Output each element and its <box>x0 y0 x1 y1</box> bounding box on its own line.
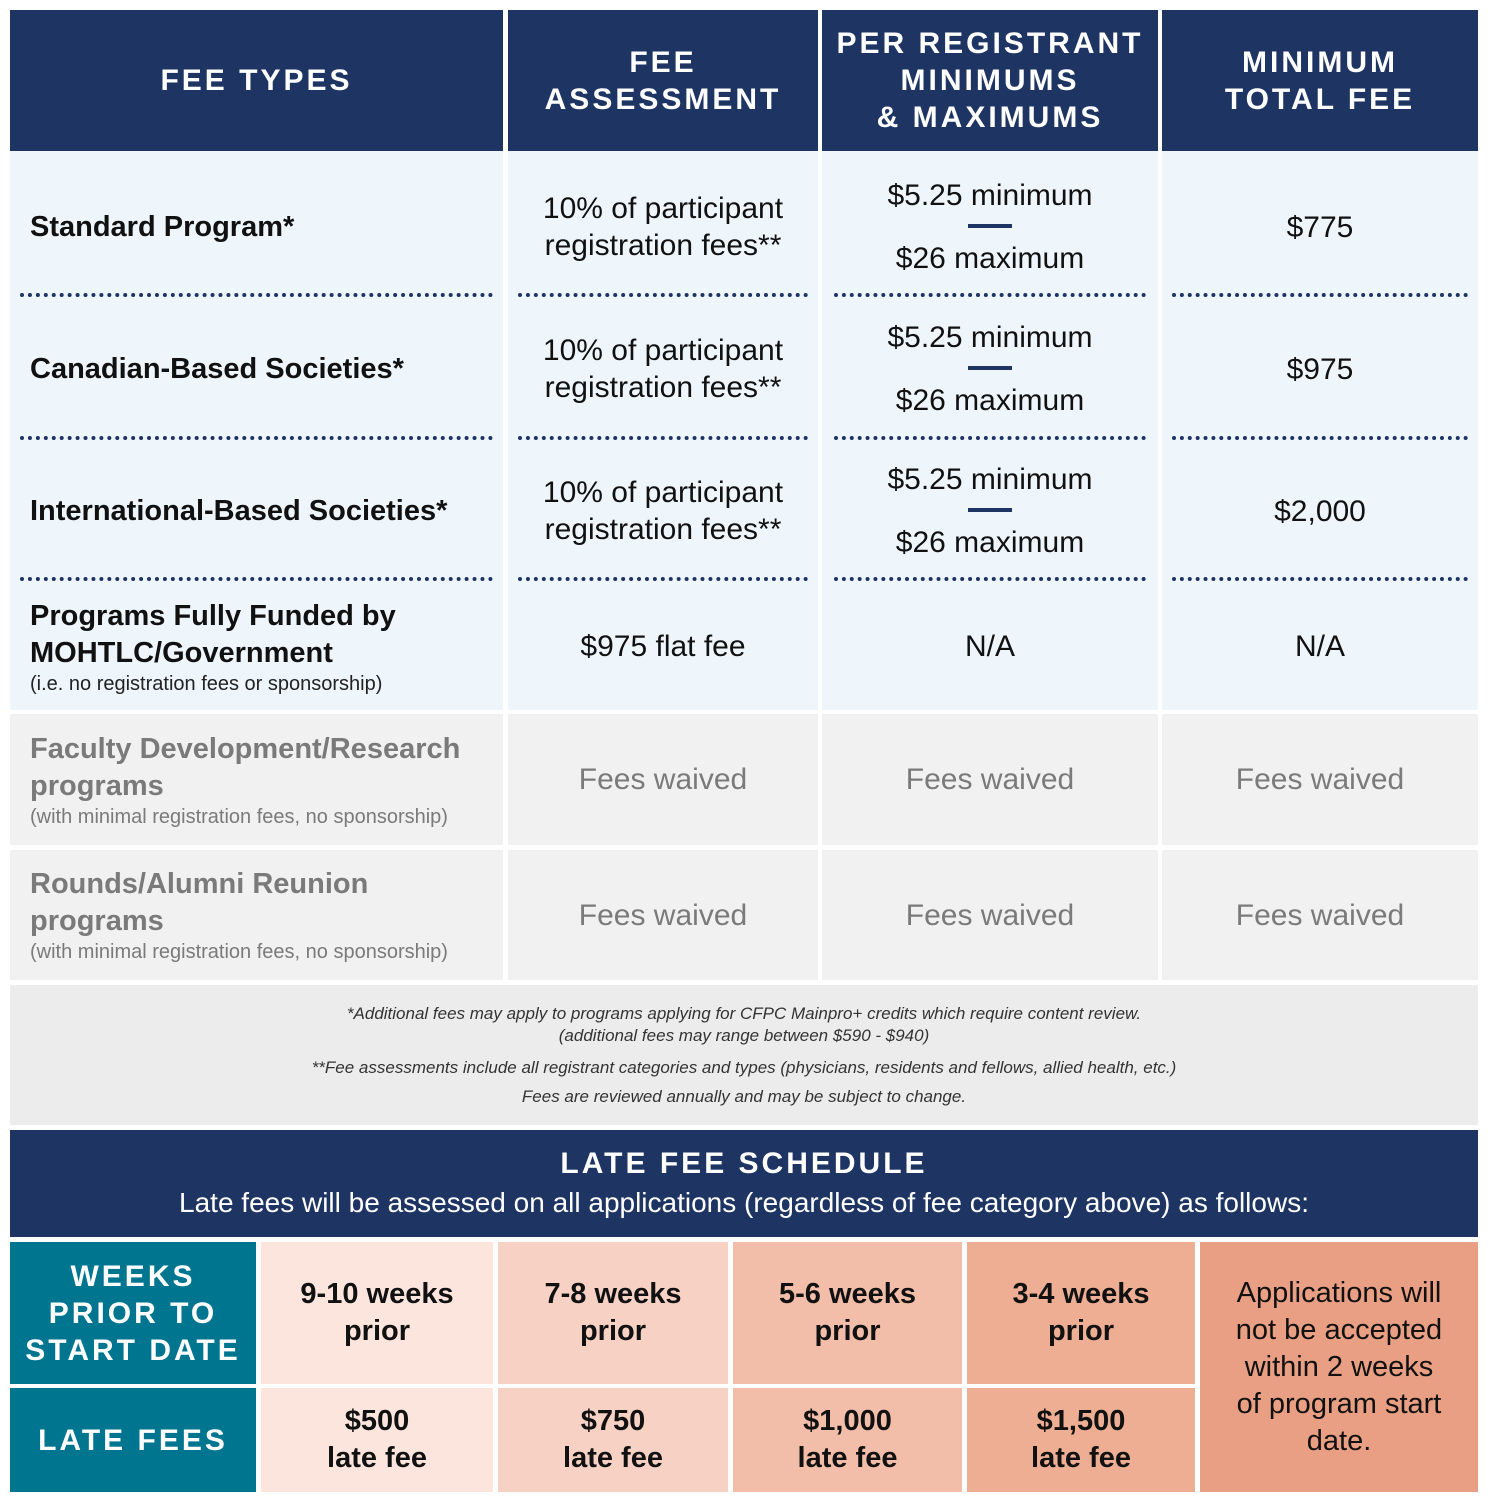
table-row-standard-perreg <box>822 157 1158 297</box>
table-row-faculty-perreg <box>822 714 1158 845</box>
fee-line: $1,000 <box>803 1405 892 1437</box>
row-name-line: programs <box>30 769 164 802</box>
header-fee-assessment <box>508 10 818 151</box>
footnote-line: (additional fees may range between $590 - $940) <box>558 1026 930 1045</box>
fee-line: $1,500 <box>1036 1405 1126 1437</box>
header-line: PER REGISTRANT <box>836 27 1144 60</box>
late-fee-banner <box>10 1130 1478 1237</box>
waived-value: Fees waived <box>1235 898 1405 932</box>
weeks-label <box>10 1242 256 1384</box>
header-line: MINIMUMS <box>900 64 1080 97</box>
waived-value: Fees waived <box>1235 763 1405 796</box>
perreg-value: N/A <box>964 630 1015 663</box>
row-name: Canadian-Based Societies* <box>30 352 404 385</box>
waived-value: Fees waived <box>905 763 1075 796</box>
table-row-faculty-assessment <box>508 714 818 845</box>
dotted-separator <box>518 577 808 581</box>
row-name-line: Programs Fully Funded by <box>30 599 396 632</box>
note-line: Applications will <box>1236 1276 1442 1309</box>
min-value: $5.25 minimum <box>887 321 1093 354</box>
dash-divider <box>968 508 1012 512</box>
footnote-line: *Additional fees may apply to programs applying for CFPC Mainpro+ credits which require content review. <box>346 1004 1142 1023</box>
weeks-label-line: PRIOR TO <box>48 1296 218 1330</box>
dotted-separator <box>834 293 1146 297</box>
table-row-funded-assessment <box>508 583 818 710</box>
footnote-line: **Fee assessments include all registrant categories and types (physicians, residents and fellows, allied health, etc.) <box>311 1058 1177 1077</box>
assessment-line: 10% of participant <box>542 334 784 367</box>
assessment-line: 10% of participant <box>542 192 784 225</box>
weeks-line: 7-8 weeks <box>544 1278 682 1310</box>
note-line: date. <box>1306 1424 1372 1457</box>
table-row-rounds-assessment <box>508 850 818 980</box>
table-row-international-total <box>1162 441 1478 581</box>
dotted-separator <box>518 436 808 440</box>
max-value: $26 maximum <box>895 242 1085 275</box>
table-row-canadian-name <box>10 299 503 439</box>
max-value: $26 maximum <box>895 384 1085 417</box>
min-value: $5.25 minimum <box>887 463 1093 496</box>
dash-divider <box>968 366 1012 370</box>
late-fee-1000 <box>733 1388 962 1492</box>
table-row-rounds-total <box>1162 850 1478 980</box>
table-row-funded-perreg <box>822 583 1158 710</box>
dash-divider <box>968 224 1012 228</box>
weeks-3-4 <box>967 1242 1195 1384</box>
assessment-line: registration fees** <box>544 513 782 546</box>
weeks-label-line: START DATE <box>25 1333 241 1367</box>
waived-value: Fees waived <box>905 898 1075 932</box>
header-line: ASSESSMENT <box>544 82 782 116</box>
row-name-line: MOHTLC/Government <box>30 636 333 669</box>
assessment-line: registration fees** <box>544 229 782 262</box>
total-value: $975 <box>1286 352 1354 386</box>
min-value: $5.25 minimum <box>887 179 1093 212</box>
fee-line: $750 <box>580 1405 646 1437</box>
late-fees-label <box>10 1388 256 1492</box>
table-row-standard-total <box>1162 157 1478 297</box>
weeks-line: 5-6 weeks <box>778 1278 917 1310</box>
dotted-separator <box>20 436 493 440</box>
header-line: & MAXIMUMS <box>876 101 1104 134</box>
assessment-line: registration fees** <box>544 371 782 404</box>
footnotes <box>10 985 1478 1125</box>
table-row-funded-name <box>10 583 503 710</box>
weeks-5-6 <box>733 1242 962 1384</box>
weeks-9-10 <box>261 1242 493 1384</box>
dotted-separator <box>1172 577 1468 581</box>
weeks-line: prior <box>1047 1315 1115 1347</box>
late-fee-1500 <box>967 1388 1195 1492</box>
weeks-line: 3-4 weeks <box>1012 1278 1150 1310</box>
table-row-international-perreg <box>822 441 1158 581</box>
header-line: MINIMUM <box>1242 45 1398 79</box>
dotted-separator <box>1172 436 1468 440</box>
total-value: $2,000 <box>1274 494 1366 528</box>
header-line: FEE <box>629 45 697 79</box>
weeks-line: prior <box>579 1315 647 1347</box>
late-fees-label-text: LATE FEES <box>38 1423 228 1457</box>
row-name-line: Rounds/Alumni Reunion <box>30 868 369 900</box>
header-fee-types <box>10 10 503 151</box>
row-subtitle: (with minimal registration fees, no sponsorship) <box>30 805 448 828</box>
waived-value: Fees waived <box>578 898 748 932</box>
weeks-label-line: WEEKS <box>70 1259 196 1293</box>
fee-line: $500 <box>344 1405 410 1437</box>
max-value: $26 maximum <box>895 526 1085 559</box>
dotted-separator <box>518 293 808 297</box>
dotted-separator <box>834 577 1146 581</box>
dotted-separator <box>20 577 493 581</box>
header-minimum-total <box>1162 10 1478 151</box>
table-row-rounds-name <box>10 850 503 980</box>
footnote-line: Fees are reviewed annually and may be subject to change. <box>521 1087 967 1106</box>
dotted-separator <box>20 293 493 297</box>
header-line: TOTAL FEE <box>1224 82 1416 116</box>
row-name-line: programs <box>30 905 164 937</box>
fee-line: late fee <box>1031 1442 1131 1474</box>
table-row-international-name <box>10 441 503 581</box>
table-row-faculty-name <box>10 714 503 845</box>
dotted-separator <box>834 436 1146 440</box>
note-line: not be accepted <box>1235 1313 1443 1346</box>
row-name: International-Based Societies* <box>30 494 448 527</box>
fee-line: late fee <box>327 1442 427 1474</box>
dotted-separator <box>1172 293 1468 297</box>
table-row-canadian-perreg <box>822 299 1158 439</box>
total-value: N/A <box>1294 630 1345 663</box>
table-row-standard-name <box>10 157 503 297</box>
row-subtitle: (with minimal registration fees, no sponsorship) <box>30 941 448 963</box>
weeks-line: 9-10 weeks <box>300 1278 454 1310</box>
row-name: Standard Program* <box>30 210 295 243</box>
fee-line: late fee <box>563 1442 663 1474</box>
note-line: of program start <box>1236 1387 1442 1420</box>
late-fee-500 <box>261 1388 493 1492</box>
table-row-funded-total <box>1162 583 1478 710</box>
weeks-line: prior <box>343 1315 411 1347</box>
weeks-7-8 <box>498 1242 728 1384</box>
table-row-canadian-assessment <box>508 299 818 439</box>
header-fee-types-label: FEE TYPES <box>160 64 353 97</box>
row-name-line: Faculty Development/Research <box>30 732 461 765</box>
table-row-rounds-perreg <box>822 850 1158 980</box>
late-note <box>1200 1242 1478 1492</box>
fee-line: late fee <box>797 1442 898 1474</box>
late-fee-subtitle: Late fees will be assessed on all applications (regardless of fee category above) as follows: <box>179 1186 1309 1218</box>
table-row-faculty-total <box>1162 714 1478 845</box>
waived-value: Fees waived <box>578 763 748 796</box>
table-row-standard-assessment <box>508 157 818 297</box>
table-row-canadian-total <box>1162 299 1478 439</box>
note-line: within 2 weeks <box>1244 1350 1434 1383</box>
weeks-line: prior <box>814 1315 881 1347</box>
late-fee-title: LATE FEE SCHEDULE <box>560 1146 928 1180</box>
assessment-value: $975 flat fee <box>580 630 746 663</box>
table-row-international-assessment <box>508 441 818 581</box>
total-value: $775 <box>1286 210 1354 244</box>
late-fee-750 <box>498 1388 728 1492</box>
header-per-registrant <box>822 10 1158 151</box>
assessment-line: 10% of participant <box>542 476 784 509</box>
row-subtitle: (i.e. no registration fees or sponsorship) <box>30 672 383 695</box>
